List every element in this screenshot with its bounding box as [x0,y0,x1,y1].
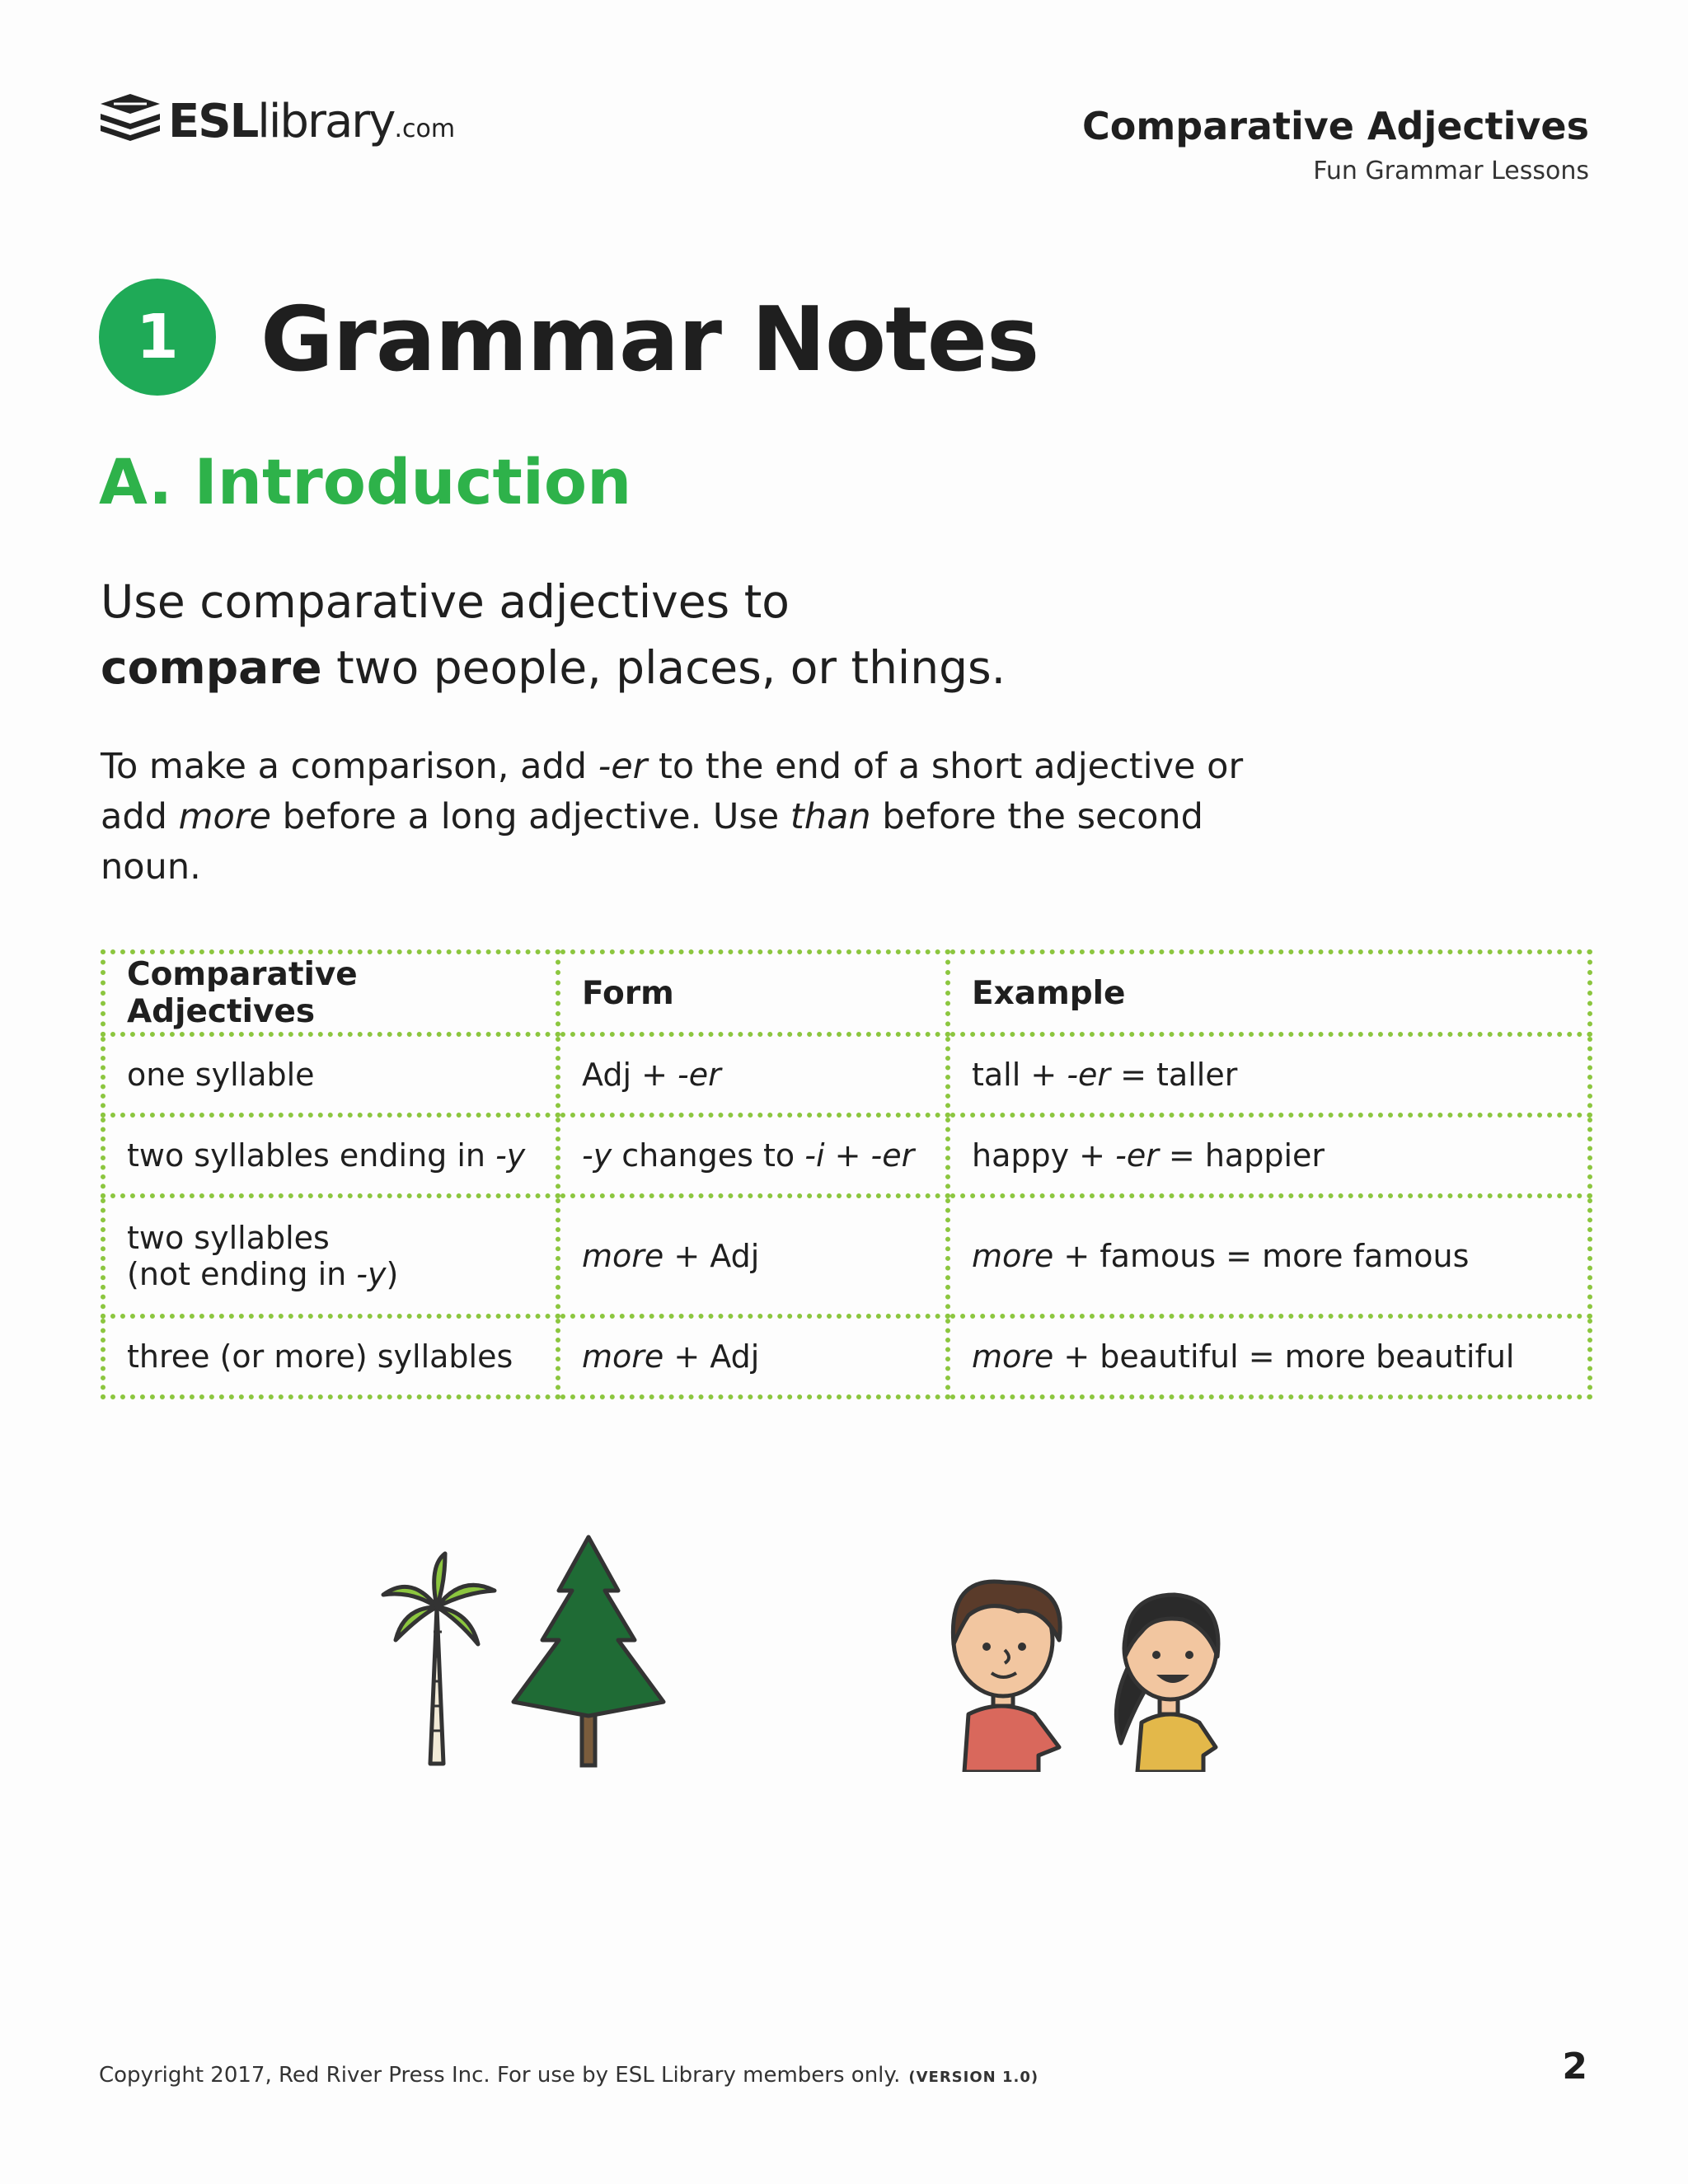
table-row [103,1196,1590,1316]
lead-paragraph: Use comparative adjectives to compare two people, places, or things. [101,575,1006,694]
document-header [1082,104,1589,185]
brand-logo[interactable] [97,92,455,150]
cell-type: two syllables (not ending in -y) [103,1196,558,1316]
version-label: (VERSION 1.0) [908,2069,1039,2086]
cell-type: two syllables ending in -y [103,1115,558,1196]
body-paragraph: To make a comparison, add -er to the end of a short adjective or add more before a long adjective. Use than before the second noun. [101,746,1244,888]
header-example: Example [948,952,1590,1034]
subsection-title: A. Introduction [99,445,632,518]
cell-form: more + Adj [558,1316,948,1397]
cell-form: more + Adj [558,1196,948,1316]
page-number: 2 [1562,2046,1587,2088]
cell-form: Adj + -er [558,1034,948,1115]
section-number-badge: 1 [99,279,216,396]
people-illustration [944,1549,1257,1775]
pine-tree-icon [513,1537,663,1765]
palm-tree-icon [383,1554,495,1764]
table-header-row [103,952,1590,1034]
table-row [103,1316,1590,1397]
boy-icon [953,1582,1060,1772]
cell-example: more + famous = more famous [948,1196,1590,1316]
document-title: Comparative Adjectives [1081,104,1589,148]
table-row [103,1115,1590,1196]
cell-example: tall + -er = taller [948,1034,1590,1115]
cell-type: three (or more) syllables [103,1316,558,1397]
comparative-table [101,949,1592,1399]
books-logo-icon [97,92,163,150]
trees-illustration [379,1533,676,1775]
cell-example: more + beautiful = more beautiful [948,1316,1590,1397]
cell-type: one syllable [103,1034,558,1115]
cell-example: happy + -er = happier [948,1115,1590,1196]
logo-wordmark: ESLlibrary.com [168,94,456,148]
cell-form: -y changes to -i + -er [558,1115,948,1196]
footer-copyright: Copyright 2017, Red River Press Inc. For use by ESL Library members only. (VERSION 1.0) [99,2063,1039,2088]
document-subtitle: Fun Grammar Lessons [1313,157,1589,185]
section-title: Grammar Notes [260,288,1039,391]
table-row [103,1034,1590,1115]
girl-icon [1116,1595,1218,1772]
header-form: Form [558,952,948,1034]
header-type: Comparative Adjectives [103,952,558,1034]
